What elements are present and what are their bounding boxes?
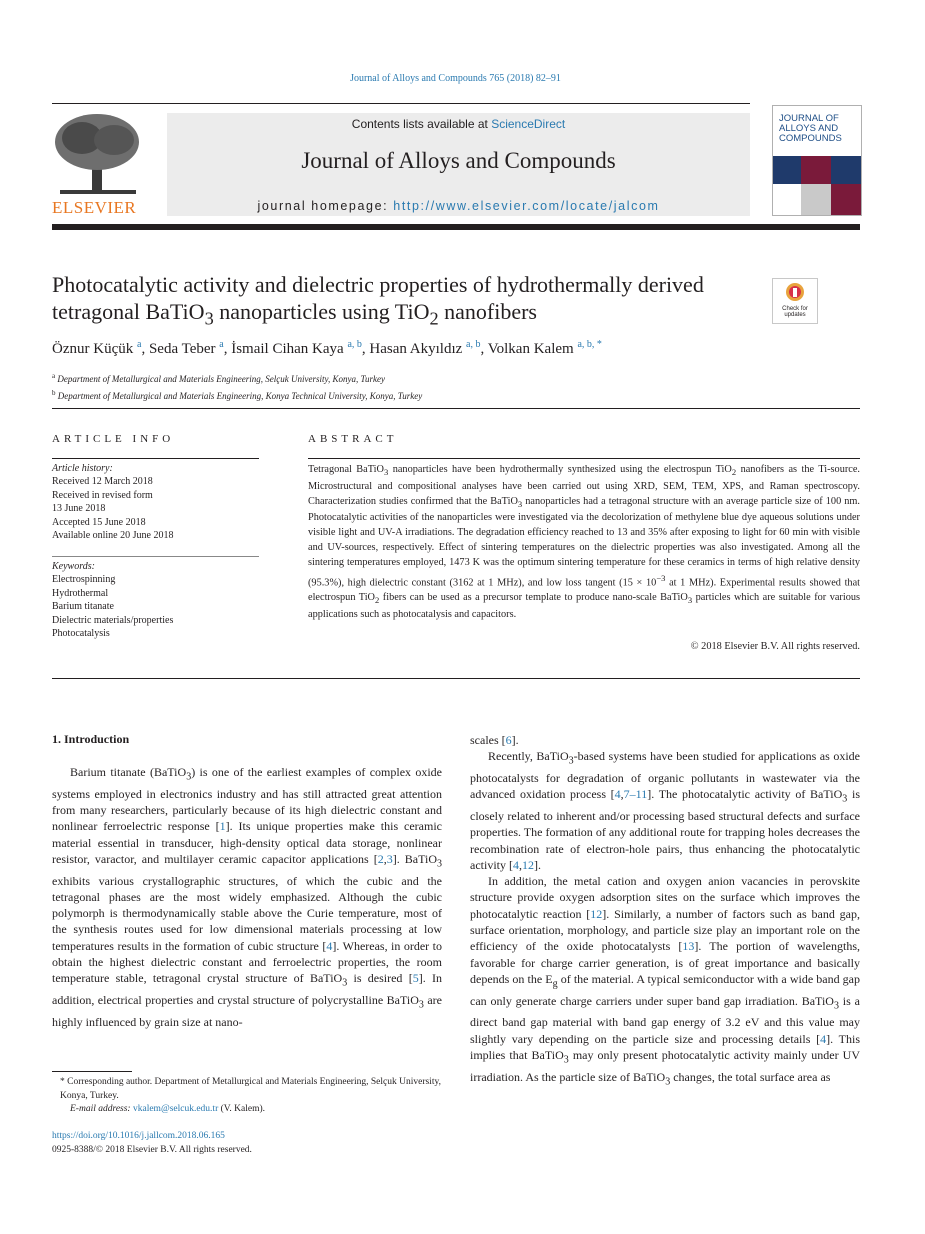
homepage-line <box>167 199 750 213</box>
article-info-heading: ARTICLE INFO <box>52 433 175 445</box>
keyword-item: Hydrothermal <box>52 587 109 599</box>
publisher-name: ELSEVIER <box>52 198 137 217</box>
title-rule <box>52 408 860 409</box>
history-item: 13 June 2018 <box>52 503 106 515</box>
header-rule <box>52 103 750 104</box>
abstract-end-rule <box>52 678 860 679</box>
corresponding-author-note <box>52 1076 442 1117</box>
cover-graphic-icon <box>773 156 861 215</box>
keywords-rule <box>52 556 259 557</box>
cover-title: JOURNAL OF ALLOYS AND COMPOUNDS <box>779 113 842 144</box>
abstract-text: Tetragonal BaTiO$_3$ nanoparticles have been hydrothermally synthesized using the electrospun TiO$_2$ nanofibers as the Ti-source. Microstructural and compositional analyses have been carried out using XRD, SEM, TEM, XPS, and Raman spectroscopy. Characterization studies confirmed that the BaTiO$_3$ nanoparticles had a tetragonal structure with an average particle size of 100 nm. Photocatalytic activities of the nanoparticles were investigated via the decolorization of methylene blue dye aqueous solutions under visible light and UV-A irradiations. The degradation efficiency reached to 13 and 35% after exposing to light for 60 min with visible and UV-sources, respectively. Effect of sintering temperatures on the dielectric properties was also investigated. Among all the sintering temperatures employed, 1473 K was the optimum sintering temperature for these ceramics in terms of high relative density (95.3%), high dielectric constant (3162 at 1 MHz), and low loss tangent ($15 \times 10^{-3}$ at 1 MHz). Experimental results showed that electrospun TiO$_2$ fibers can be used as a precursor template to produce nano-scale BaTiO$_3$ particles which are suitable for various applications such as photocatalysis and capacitors. <box>308 464 861 620</box>
affiliations <box>52 369 852 403</box>
keyword-item: Electrospinning <box>52 574 116 586</box>
contents-line <box>167 117 750 131</box>
keywords <box>52 560 259 640</box>
keyword-item: Dielectric materials/properties <box>52 614 174 626</box>
corresponding-author-text: * Corresponding author. Department of Metallurgical and Materials Engineering, Selçuk University, Konya, Turkey. <box>60 1077 441 1101</box>
email-link[interactable]: vkalem@selcuk.edu.tr <box>132 1104 219 1114</box>
sciencedirect-link[interactable]: ScienceDirect <box>491 117 566 131</box>
body-column-right: scales [6]. Recently, BaTiO$_3$-based systems have been studied for applications as oxide photocatalysts for degradation of organic pollutants in wastewater via the advanced oxidation process [4,7–11]. The photocatalytic activity of BaTiO$_3$ is closely related to inherent and/or processing based structural defects and surface properties. The formation of any additional route for trapping holes decreases the recombination rate of electron-hole pairs, thus enhancing the photocatalytic activity [4,12]. In addition, the metal cation and oxygen anion vacancies in perovskite structure provide oxygen adsorption sites on the surface which improves the photocatalytic reaction [12]. Similarly, a number of factors such as band gap, surface orientation, morphology, and particle size play an important role on the efficiency of the oxide photocatalysts [13]. The portion of wavelengths, favorable for charge carrier generation, is of great importance and basically depends on the $E_g$ of the material. A typical semiconductor with a wide band gap can only generate charge carriers under super band gap irradiation. BaTiO$_3$ is a direct band gap material with band gap energy of 3.2 eV and this value may slightly vary depending on the particle size and processing details [4]. This implies that BaTiO$_3$ may only present photocatalytic activity mainly under UV irradiation. As the particle size of BaTiO$_3$ changes, the total surface area as <box>470 733 861 1087</box>
author-list: Öznur Küçük $^a$, Seda Teber $^a$, İsmail Cihan Kaya $^{a, b}$, Hasan Akyıldız $^{a, b}$, Volkan Kalem $^{a, b, *}$ <box>52 339 602 357</box>
journal-cover[interactable] <box>772 105 862 216</box>
section-heading-introduction: 1. Introduction <box>52 732 130 746</box>
email-line <box>52 1103 442 1117</box>
article-title: Photocatalytic activity and dielectric properties of hydrothermally derived tetragonal BaTiO$_3$ nanoparticles using TiO$_2$ nanofibers <box>52 272 704 329</box>
check-for-updates-button[interactable] <box>772 278 818 324</box>
journal-citation[interactable]: Journal of Alloys and Compounds 765 (2018) 82–91 <box>350 73 561 84</box>
check-updates-icon <box>785 282 805 304</box>
abstract-rule <box>308 458 860 459</box>
abstract-heading: ABSTRACT <box>308 433 398 445</box>
article-info-rule <box>52 458 259 459</box>
affiliation-b: $^b$ Department of Metallurgical and Materials Engineering, Konya Technical University, Konya, Turkey <box>52 389 423 401</box>
abstract-copyright: © 2018 Elsevier B.V. All rights reserved. <box>690 641 860 652</box>
keyword-item: Barium titanate <box>52 601 114 613</box>
article-history <box>52 462 259 542</box>
history-item: Received 12 March 2018 <box>52 476 153 488</box>
check-updates-label: Check for updates <box>782 306 808 318</box>
email-suffix: (V. Kalem). <box>220 1104 266 1114</box>
homepage-prefix: journal homepage: <box>257 199 394 213</box>
history-item: Received in revised form <box>52 489 153 501</box>
body-column-left: Barium titanate (BaTiO$_3$) is one of the earliest examples of complex oxide systems employed in electronics industry and has still attracted great attention from many researchers, particularly because of its high dielectric constant and nonlinear ferroelectric response [1]. Its unique properties make this ceramic material essential in transducer, high-density optical data storage, nonlinear resistor, varactor, and multilayer ceramic capacitor applications [2,3]. BaTiO$_3$ exhibits various crystallographic structures, of which the cubic and the tetragonal phases are the most widely emphasized. Although the cubic polymorph is thermodynamically stable above the Curie temperature, most of the synthesis routes used for low dimensional materials processing at low temperatures results in the formation of cubic structure [4]. Whereas, in order to obtain the highest dielectric constant and ferroelectric properties, the room temperature stable, tetragonal crystal structure of BaTiO$_3$ is desired [5]. In addition, electrical properties and crystal structure of polycrystalline BaTiO$_3$ are highly influenced by grain size at nano- <box>52 765 443 1029</box>
journal-name: Journal of Alloys and Compounds <box>301 148 616 173</box>
contents-prefix: Contents lists available at <box>351 117 492 131</box>
email-label: E-mail address: <box>70 1104 131 1114</box>
keyword-item: Photocatalysis <box>52 628 110 640</box>
keywords-label: Keywords: <box>52 561 95 572</box>
history-item: Available online 20 June 2018 <box>52 530 174 542</box>
footnote-rule <box>52 1071 132 1072</box>
issn-copyright: 0925-8388/© 2018 Elsevier B.V. All rights reserved. <box>52 1145 252 1155</box>
homepage-link[interactable]: http://www.elsevier.com/locate/jalcom <box>393 199 660 213</box>
history-item: Accepted 15 June 2018 <box>52 516 146 528</box>
affiliation-a: $^a$ Department of Metallurgical and Materials Engineering, Selçuk University, Konya, Turkey <box>52 372 385 384</box>
history-label: Article history: <box>52 463 113 474</box>
elsevier-logo <box>52 112 144 216</box>
doi-link[interactable]: https://doi.org/10.1016/j.jallcom.2018.06.165 <box>52 1131 225 1141</box>
header-thick-rule <box>52 224 860 230</box>
journal-banner <box>167 113 750 216</box>
